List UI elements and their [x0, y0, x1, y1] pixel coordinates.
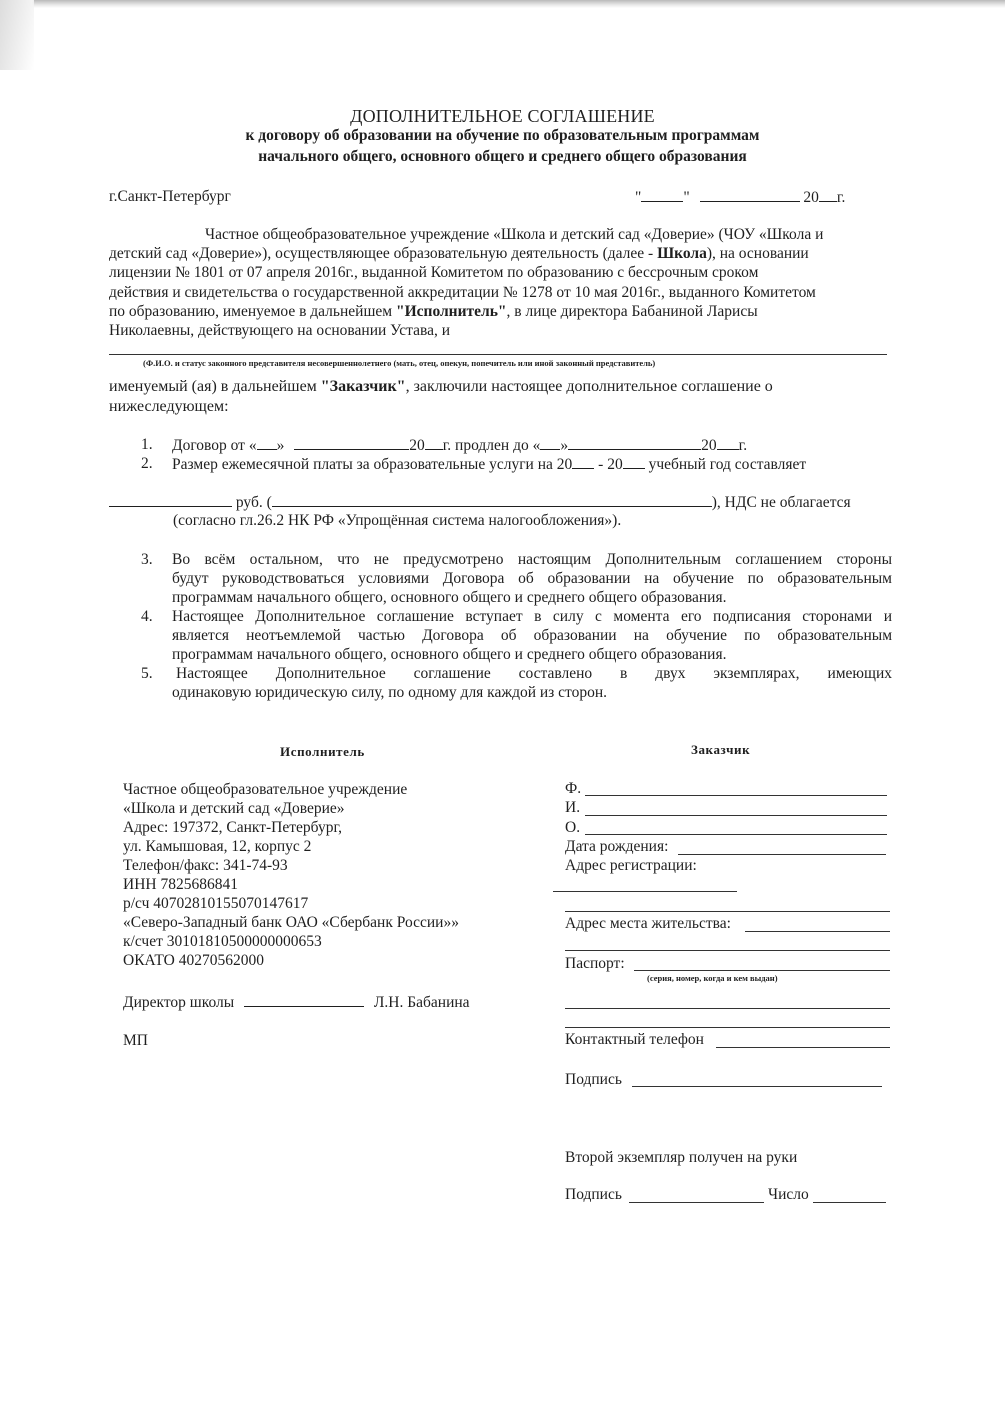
- passport-note: (серия, номер, когда и кем выдан): [647, 973, 778, 983]
- executor-phone: Телефон/факс: 341-74-93: [123, 857, 288, 874]
- birth-date-blank[interactable]: [678, 854, 886, 855]
- date-quote-open: ": [635, 189, 642, 206]
- amount-words-blank[interactable]: [272, 493, 712, 507]
- second-copy-date-blank[interactable]: [813, 1202, 886, 1203]
- document-subtitle-line1: к договору об образовании на обучение по образовательным программам: [245, 127, 760, 144]
- contract-day-blank[interactable]: [257, 436, 277, 450]
- document-title: ДОПОЛНИТЕЛЬНОЕ СОГЛАШЕНИЕ: [350, 106, 655, 126]
- clause-1-text-a: Договор от «: [172, 437, 257, 454]
- clause-4-number: 4.: [141, 608, 153, 625]
- birth-date-label: Дата рождения:: [565, 838, 669, 855]
- second-copy-signature-blank[interactable]: [629, 1202, 764, 1203]
- passport-label: Паспорт:: [565, 955, 625, 972]
- month-blank[interactable]: [700, 188, 800, 202]
- second-copy-date-label: Число: [768, 1186, 809, 1203]
- executor-okato: ОКАТО 40270562000: [123, 952, 264, 969]
- clause-2-amount: [109, 493, 851, 512]
- name-label: И.: [565, 799, 581, 816]
- executor-inn: ИНН 7825686841: [123, 876, 238, 893]
- customer-signature-blank[interactable]: [632, 1086, 882, 1087]
- school-year-end-blank[interactable]: [623, 455, 645, 469]
- clause-5-line-2: одинаковую юридическую силу, по одному для каждой из сторон.: [172, 684, 608, 701]
- director-signature-blank[interactable]: [244, 993, 364, 1007]
- name-blank[interactable]: [585, 815, 887, 816]
- executor-address: Адрес: 197372, Санкт-Петербург,: [123, 819, 342, 836]
- customer-intro-post: , заключили настоящее дополнительное соглашение о: [405, 378, 773, 395]
- clause-2-text-c: учебный год составляет: [644, 456, 807, 473]
- clause-1-text-g: г.: [738, 437, 748, 454]
- scan-corner-shadow: [0, 0, 34, 70]
- contact-phone-label: Контактный телефон: [565, 1031, 704, 1048]
- customer-intro-pre: именуемый (ая) в дальнейшем: [109, 378, 321, 395]
- year-prefix: 20: [803, 189, 819, 206]
- clause-3-line-2: будут руководствоваться условиями Договора об образовании на обучение по образовательным: [172, 570, 892, 587]
- stamp-label: МП: [123, 1032, 148, 1049]
- director-name: Л.Н. Бабанина: [373, 994, 470, 1011]
- clause-1-number: 1.: [141, 436, 153, 453]
- preamble-line-5: [109, 303, 758, 321]
- clause-2-text-a: Размер ежемесячной платы за образовательные услуги на 20: [172, 456, 573, 473]
- preamble-line-2-text: детский сад «Доверие»), осуществляющее образовательную деятельность (далее -: [109, 245, 658, 262]
- clause-1-text-c: 20: [409, 437, 425, 454]
- executor-line-1: Частное общеобразовательное учреждение: [123, 781, 408, 798]
- clause-1-text-b: »: [276, 437, 285, 454]
- clause-1: [172, 436, 747, 455]
- school-year-start-blank[interactable]: [572, 455, 594, 469]
- year-suffix: г.: [836, 189, 846, 206]
- executor-account: р/сч 40702810155070147617: [123, 895, 309, 912]
- scan-shadow: [0, 0, 1005, 8]
- amount-blank[interactable]: [109, 493, 232, 507]
- passport-blank-1[interactable]: [634, 970, 890, 971]
- registration-address-blank-2[interactable]: [565, 911, 890, 912]
- customer-heading: Заказчик: [691, 742, 751, 757]
- clause-5-number: 5.: [141, 665, 153, 682]
- preamble-line-4: действия и свидетельства о государственной аккредитации № 1278 от 10 мая 2016г., выданного Комитетом: [109, 284, 816, 301]
- extend-month-blank[interactable]: [568, 436, 701, 450]
- clause-2: [172, 455, 806, 474]
- executor-bank: «Северо-Западный банк ОАО «Сбербанк России»»: [123, 914, 459, 931]
- clause-2-note: (согласно гл.26.2 НК РФ «Упрощённая система налогообложения»).: [173, 512, 622, 529]
- clause-3-number: 3.: [141, 551, 153, 568]
- executor-street: ул. Камышовая, 12, корпус 2: [123, 838, 312, 855]
- representative-note: (Ф.И.О. и статус законного представителя несовершеннолетнего (мать, отец, опекун, попечитель или иной законный представитель): [143, 358, 656, 368]
- vat-label: ), НДС не облагается: [711, 494, 851, 511]
- second-copy-signature-label: Подпись: [565, 1186, 622, 1203]
- preamble-line-2-tail: ), на основании: [706, 245, 809, 262]
- executor-heading: Исполнитель: [280, 744, 365, 759]
- preamble-line-5-tail: , в лице директора Бабаниной Ларисы: [506, 303, 758, 320]
- clause-1-text-e: »: [560, 437, 569, 454]
- date-field: [635, 188, 845, 207]
- preamble-line-5-text: по образованию, именуемое в дальнейшем: [109, 303, 396, 320]
- extend-year-blank[interactable]: [717, 436, 739, 450]
- surname-label: Ф.: [565, 780, 582, 797]
- school-bold: Школа: [657, 245, 707, 262]
- clause-3-line-1: Во всём остальном, что не предусмотрено настоящим Дополнительным соглашением стороны: [172, 551, 892, 568]
- rub-label: руб. (: [232, 494, 272, 511]
- customer-intro-line-2: нижеследующем:: [109, 398, 229, 415]
- executor-line-2: «Школа и детский сад «Доверие»: [123, 800, 345, 817]
- preamble-line-3: лицензии № 1801 от 07 апреля 2016г., выданной Комитетом по образованию с бессрочным сроком: [109, 264, 759, 281]
- preamble-line-1: Частное общеобразовательное учреждение «Школа и детский сад «Доверие» (ЧОУ «Школа и: [205, 226, 824, 243]
- director-signature: [123, 993, 470, 1012]
- date-quote-close: ": [683, 189, 690, 206]
- city: г.Санкт-Петербург: [109, 188, 231, 205]
- preamble-line-6: Николаевны, действующего на основании Устава, и: [109, 322, 451, 339]
- residence-address-blank-1[interactable]: [745, 931, 890, 932]
- passport-blank-3[interactable]: [565, 1027, 890, 1028]
- registration-address-label: Адрес регистрации:: [565, 857, 697, 874]
- preamble-line-2: [109, 245, 809, 263]
- director-label: Директор школы: [123, 994, 235, 1011]
- clause-2-number: 2.: [141, 455, 153, 472]
- clause-3-line-3: программам начального общего, основного общего и среднего общего образования.: [172, 589, 727, 606]
- customer-bold: "Заказчик": [320, 378, 406, 395]
- residence-address-blank-2[interactable]: [565, 950, 890, 951]
- contract-year-blank[interactable]: [425, 436, 443, 450]
- document-subtitle-line2: начального общего, основного общего и среднего общего образования: [258, 148, 747, 165]
- contract-month-blank[interactable]: [294, 436, 409, 450]
- contact-phone-blank[interactable]: [716, 1047, 890, 1048]
- customer-intro-line-1: [109, 378, 773, 396]
- representative-blank[interactable]: [109, 354, 887, 355]
- clause-4-line-1: Настоящее Дополнительное соглашение вступает в силу с момента его подписания сторонами и: [172, 608, 892, 625]
- clause-4-line-3: программам начального общего, основного общего и среднего общего образования.: [172, 646, 727, 663]
- clause-1-text-d: г. продлен до «: [442, 437, 541, 454]
- second-copy-label: Второй экземпляр получен на руки: [565, 1149, 798, 1166]
- executor-bold: "Исполнитель": [395, 303, 507, 320]
- executor-corr-account: к/счет 30101810500000000653: [123, 933, 322, 950]
- year-blank[interactable]: [819, 188, 837, 202]
- extend-day-blank[interactable]: [540, 436, 560, 450]
- clause-2-text-b: - 20: [594, 456, 623, 473]
- passport-blank-2[interactable]: [565, 1008, 890, 1009]
- clause-4-line-2: является неотъемлемой частью Договора об образовании на обучение по образовательным: [172, 627, 892, 644]
- patronymic-label: О.: [565, 819, 581, 836]
- patronymic-blank[interactable]: [585, 834, 887, 835]
- customer-signature-label: Подпись: [565, 1071, 622, 1088]
- clause-1-text-f: 20: [701, 437, 717, 454]
- surname-blank[interactable]: [585, 795, 887, 796]
- day-blank[interactable]: [641, 188, 683, 202]
- registration-address-blank-1[interactable]: [553, 891, 737, 892]
- residence-address-label: Адрес места жительства:: [565, 915, 731, 932]
- clause-5-line-1: Настоящее Дополнительное соглашение составлено в двух экземплярах, имеющих: [176, 665, 892, 682]
